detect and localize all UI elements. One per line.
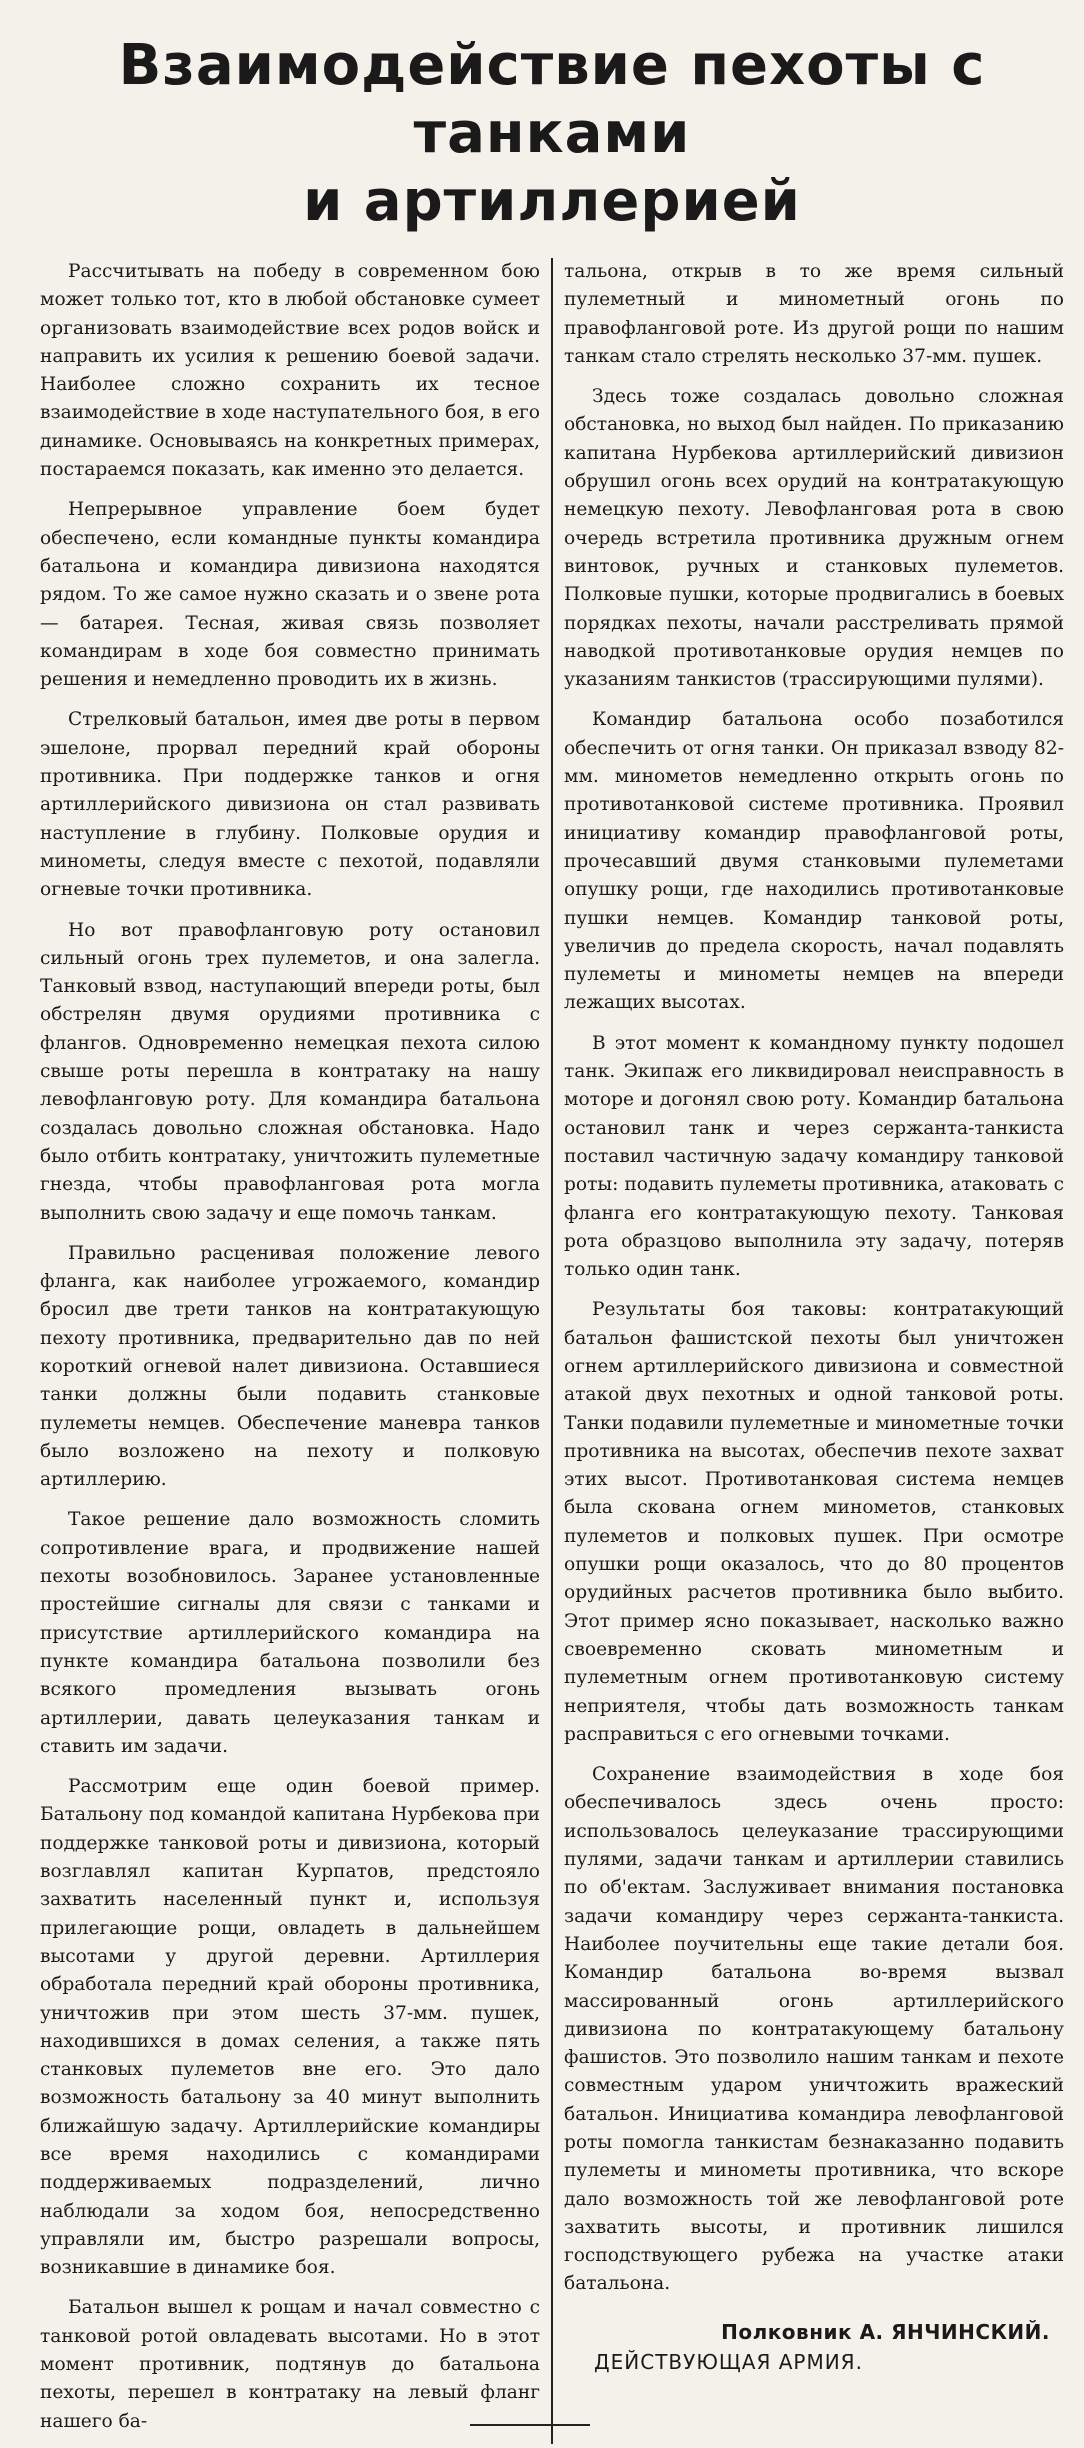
paragraph: Результаты боя таковы: контратакующий батальон фашистской пехоты был уничтожен огнем артиллерийского дивизиона и совместной атакой двух пехотных и одной танковой роты. Танки подавили пулеметные и минометные точки противника на высотах, обеспечив пехоте захват этих высот. Противотанковая система немцев была скована огнем минометов, станковых пулеметов и полковых пушек. При осмотре опушки рощи оказалось, что до 80 процентов орудийных расчетов противника было выбито. Этот пример ясно показывает, насколько важно своевременно сковать минометным и пулеметным огнем противотанковую систему неприятеля, чтобы дать возможность танкам расправиться с его огневыми точками. bbox=[564, 1299, 1064, 1745]
article-columns bbox=[40, 258, 1064, 2448]
article-headline bbox=[40, 32, 1064, 236]
left-column bbox=[40, 258, 540, 2448]
paragraph: Но вот правофланговую роту остановил сильный огонь трех пулеметов, и она залегла. Танковый взвод, наступающий впереди роты, был обстрелян двумя орудиями противника с флангов. Одновременно немецкая пехота силою свыше роты перешла в контратаку на нашу левофланговую роту. Для командира батальона создалась довольно сложная обстановка. Надо было отбить контратаку, уничтожить пулеметные гнезда, чтобы правофланговая рота могла выполнить свою задачу и еще помочь танкам. bbox=[40, 919, 540, 1224]
paragraph: Сохранение взаимодействия в ходе боя обеспечивалось здесь очень просто: использовалось целеуказание трассирующими пулями, задачи танкам и артиллерии ставились по об'ектам. Заслуживает внимания постановка задачи командиру через сержанта-танкиста. Наиболее поучительны еще такие детали боя. Командир батальона во-время вызвал массированный огонь артиллерийского дивизиона по контратакующему батальону фашистов. Это позволило нашим танкам и пехоте совместным ударом уничтожить вражеский батальон. Инициатива командира левофланговой роты помогла танкистам безнаказанно подавить пулеметы и минометы противника, что вскоре дало возможность той же левофланговой роте захватить высоты, и противник лишился господствующего рубежа на участке атаки батальона. bbox=[564, 1764, 1064, 2295]
paragraph: Правильно расценивая положение левого фланга, как наиболее угрожаемого, командир бросил две трети танков на контратакующую пехоту противника, предварительно дав по ней короткий огневой налет дивизиона. Оставшиеся танки должны были подавить станковые пулеметы немцев. Обеспечение маневра танков было возложено на пехоту и полковую артиллерию. bbox=[40, 1242, 540, 1491]
paragraph: Непрерывное управление боем будет обеспечено, если командные пункты командира батальона и командира дивизиона находятся рядом. То же самое нужно сказать и о звене рота — батарея. Тесная, живая связь позволяет командирам в ходе боя совместно принимать решения и немедленно проводить их в жизнь. bbox=[40, 499, 540, 691]
author-signature: Полковник А. ЯНЧИНСКИЙ. bbox=[721, 2319, 1050, 2344]
paragraph: тальона, открыв в то же время сильный пулеметный и минометный огонь по правофланговой роте. Из другой рощи по нашим танкам стало стрелять несколько 37-мм. пушек. bbox=[564, 261, 1064, 367]
headline-line-2: и артиллерией bbox=[303, 169, 801, 234]
paragraph: Стрелковый батальон, имея две роты в первом эшелоне, прорвал передний край обороны противника. При поддержке танков и огня артиллерийского дивизиона он стал развивать наступление в глубину. Полковые орудия и минометы, следуя вместе с пехотой, подавляли огневые точки противника. bbox=[40, 709, 540, 901]
paragraph: В этот момент к командному пункту подошел танк. Экипаж его ликвидировал неисправность в моторе и догонял свою роту. Командир батальона остановил танк и через сержанта-танкиста поставил частичную задачу командиру танковой роты: подавить пулеметы противника, атаковать с фланга его контратакующую пехоту. Танковая рота образцово выполнила эту задачу, потеряв только один танк. bbox=[564, 1032, 1064, 1281]
paragraph: Командир батальона особо позаботился обеспечить от огня танки. Он приказал взводу 82-мм. минометов немедленно открыть огонь по противотанковой системе противника. Проявил инициативу командир правофланговой роты, прочесавший двумя станковыми пулеметами опушку рощи, где находились противотанковые пушки немцев. Командир танковой роты, увеличив до предела скорость, начал подавлять пулеметы и минометы немцев на впереди лежащих высотах. bbox=[564, 709, 1064, 1014]
right-column bbox=[564, 258, 1064, 2448]
paragraph: Батальон вышел к рощам и начал совместно с танковой ротой овладевать высотами. Но в этот момент противник, подтянув до батальона пехоты, перешел в контратаку на левый фланг нашего ба- bbox=[40, 2297, 540, 2432]
column-divider bbox=[551, 258, 553, 2444]
author-location: ДЕЙСТВУЮЩАЯ АРМИЯ. bbox=[594, 2349, 863, 2374]
paragraph: Такое решение дало возможность сломить сопротивление врага, и продвижение нашей пехоты возобновилось. Заранее установленные простейшие сигналы для связи с танками и присутствие артиллерийского командира на пункте командира батальона позволили без всякого промедления вызывать огонь артиллерии, давать целеуказания танкам и ставить им задачи. bbox=[40, 1509, 540, 1757]
paragraph: Рассчитывать на победу в современном бою может только тот, кто в любой обстановке сумеет организовать взаимодействие всех родов войск и направить их усилия к решению боевой задачи. Наиболее сложно сохранить их тесное взаимодействие в ходе наступательного боя, в его динамике. Основываясь на конкретных примерах, постараемся показать, как именно это делается. bbox=[40, 261, 540, 481]
headline-line-1: Взаимодействие пехоты с танками bbox=[118, 33, 986, 166]
bottom-divider bbox=[470, 2424, 590, 2426]
paragraph: Здесь тоже создалась довольно сложная обстановка, но выход был найден. По приказанию капитана Нурбекова артиллерийский дивизион обрушил огонь всех орудий на контратакующую немецкую пехоту. Левофланговая рота в свою очередь встретила противника дружным огнем винтовок, ручных и станковых пулеметов. Полковые пушки, которые продвигались в боевых порядках пехоты, начали расстреливать прямой наводкой противотанковые орудия немцев по указаниям танкистов (трассирующими пулями). bbox=[564, 386, 1064, 691]
paragraph: Рассмотрим еще один боевой пример. Батальону под командой капитана Нурбекова при поддержке танковой роты и дивизиона, который возглавлял капитан Курпатов, предстояло захватить населенный пункт и, используя прилегающие рощи, овладеть в дальнейшем высотами у другой деревни. Артиллерия обработала передний край обороны противника, уничтожив при этом шесть 37-мм. пушек, находившихся в домах селения, а также пять станковых пулеметов вне его. Это дало возможность батальону за 40 минут выполнить ближайшую задачу. Артиллерийские командиры все время находились с командирами поддерживаемых подразделений, лично наблюдали за ходом боя, непосредственно управляли им, быстро разрешали вопросы, возникавшие в динамике боя. bbox=[40, 1776, 540, 2279]
